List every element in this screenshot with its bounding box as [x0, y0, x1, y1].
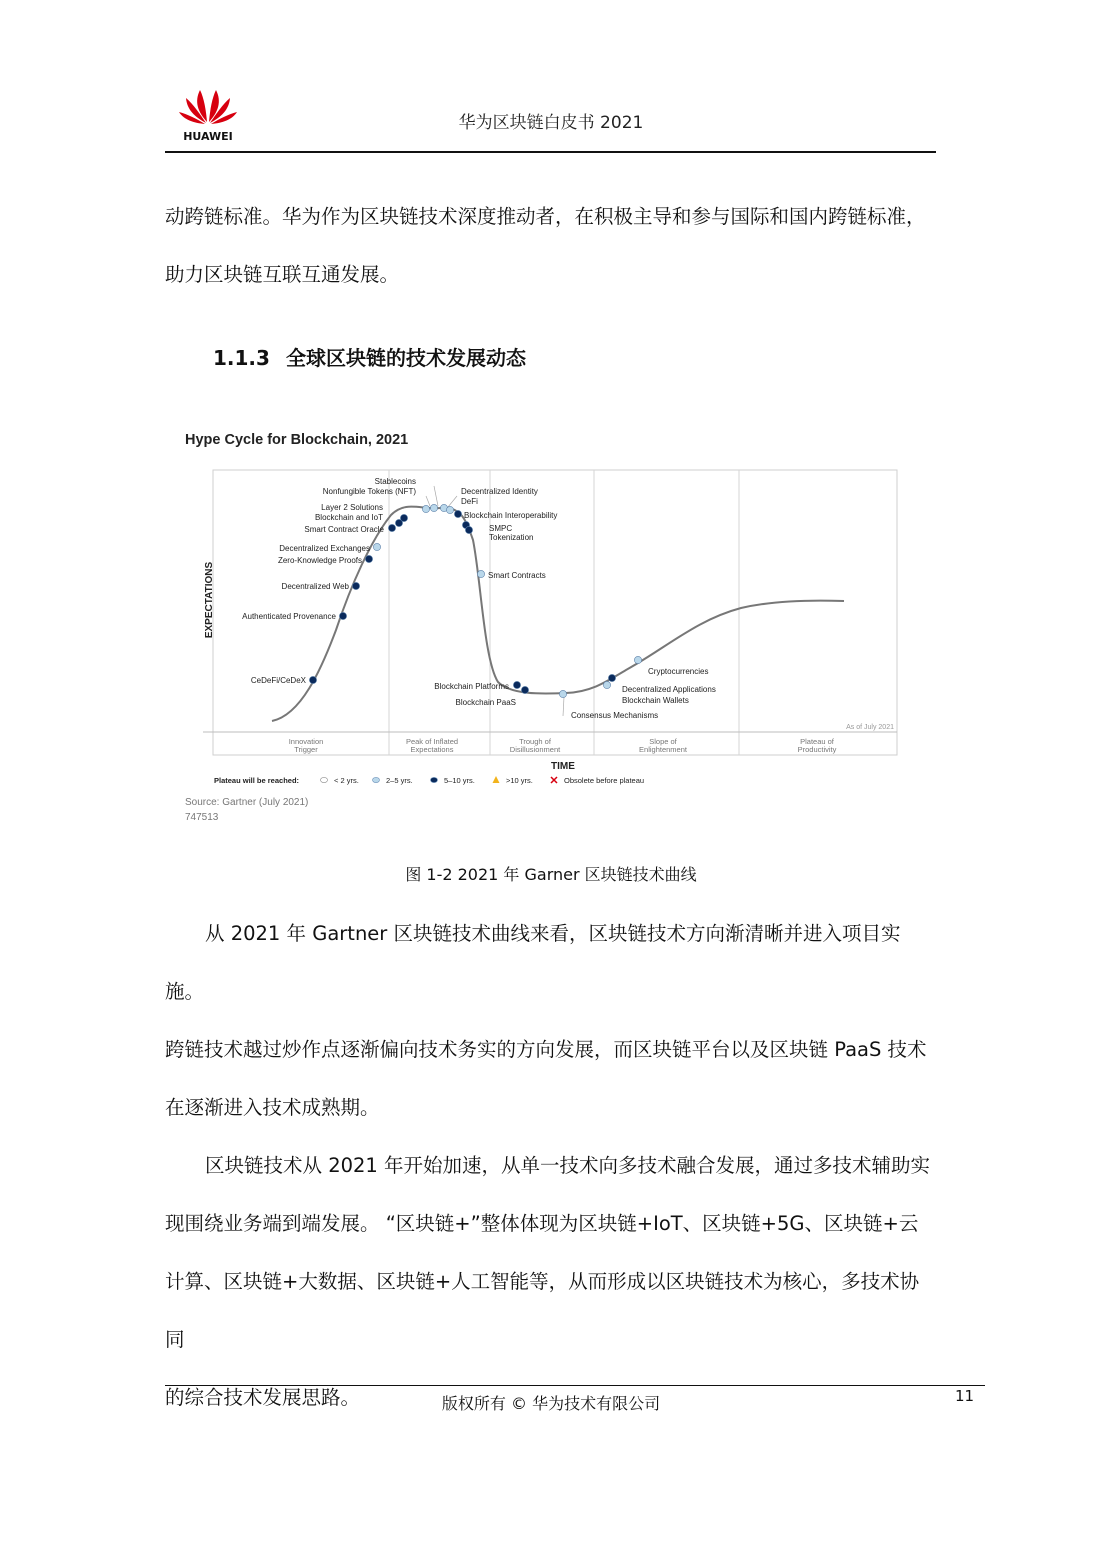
header-title: 华为区块链白皮书 2021	[458, 113, 644, 133]
technology-point	[634, 656, 641, 663]
technology-point	[521, 686, 528, 693]
phase-label: Expectations	[410, 745, 454, 754]
y-axis-label: EXPECTATIONS	[204, 561, 215, 639]
legend-item: 2–5 yrs.	[386, 776, 413, 785]
paragraph-line: 助力区块链互联互通发展。	[165, 263, 400, 286]
legend-item: >10 yrs.	[506, 776, 533, 785]
x-axis-label: TIME	[551, 761, 575, 772]
legend-item: Obsolete before plateau	[564, 776, 645, 785]
figure-caption: 图 1-2 2021 年 Garner 区块链技术曲线	[405, 865, 697, 884]
footer-rule	[165, 1385, 985, 1386]
legend-item: 5–10 yrs.	[444, 776, 475, 785]
section-number: 1.1.3	[213, 346, 270, 370]
technology-point	[513, 681, 520, 688]
legend	[214, 776, 644, 785]
technology-point	[400, 514, 407, 521]
technology-point	[373, 543, 380, 550]
phase-label: Productivity	[797, 745, 837, 754]
phase-label: Plateau of	[800, 737, 834, 746]
chart-title: Hype Cycle for Blockchain, 2021	[185, 432, 409, 448]
technology-label: Blockchain Interoperability	[464, 511, 558, 520]
intro-paragraph	[165, 188, 937, 304]
technology-label: Smart Contract Oracle	[304, 525, 384, 534]
technology-label: Consensus Mechanisms	[571, 711, 659, 720]
technology-label: Decentralized Applications	[622, 685, 716, 694]
technology-label: Blockchain Platforms	[434, 682, 509, 691]
legend-triangle-icon	[493, 776, 500, 783]
technology-label: Stablecoins	[374, 477, 416, 486]
hype-cycle-chart	[176, 420, 916, 830]
page-number: 11	[955, 1387, 975, 1405]
paragraph-line: 的综合技术发展思路。	[165, 1386, 361, 1409]
technology-label: Cryptocurrencies	[648, 667, 709, 676]
paragraph-line: 区块链技术从 2021 年开始加速，从单一技术向多技术融合发展，通过多技术辅助实	[205, 1154, 931, 1177]
technology-label: Nonfungible Tokens (NFT)	[322, 487, 416, 496]
document-id: 747513	[185, 812, 219, 823]
technology-label: DeFi	[461, 497, 478, 506]
technology-point	[430, 504, 437, 511]
technology-label: CeDeFi/CeDeX	[250, 676, 306, 685]
phase-label: Peak of Inflated	[405, 737, 459, 746]
technology-point	[559, 690, 566, 697]
legend-marker-icon	[321, 777, 328, 782]
technology-label: Blockchain PaaS	[455, 698, 516, 707]
technology-point	[446, 506, 453, 513]
paragraph-line: 现围绕业务端到端发展。 “区块链+”整体体现为区块链+IoT、区块链+5G、区块链+云	[165, 1212, 919, 1235]
phase-label: Slope of	[649, 737, 677, 746]
technology-label: Tokenization	[489, 533, 534, 542]
legend-item: < 2 yrs.	[334, 776, 359, 785]
paragraph-line: 动跨链标准。华为作为区块链技术深度推动者，在积极主导和参与国际和国内跨链标准，	[165, 205, 926, 228]
paragraph-line: 在逐渐进入技术成熟期。	[165, 1096, 380, 1119]
technology-point	[454, 510, 461, 517]
as-of-label: As of July 2021	[846, 724, 894, 731]
paragraph-line: 计算、区块链+大数据、区块链+人工智能等，从而形成以区块链技术为核心，多技术协同	[165, 1270, 920, 1351]
technology-label: Blockchain and IoT	[314, 513, 383, 522]
header-rule	[165, 151, 936, 153]
technology-point	[465, 526, 472, 533]
technology-point	[422, 505, 429, 512]
technology-point	[365, 555, 372, 562]
technology-label: Decentralized Identity	[461, 487, 538, 496]
technology-point	[603, 681, 610, 688]
technology-label: Decentralized Exchanges	[279, 544, 370, 553]
technology-label: Smart Contracts	[488, 571, 546, 580]
legend-marker-icon	[431, 777, 438, 782]
section-heading	[213, 342, 526, 371]
technology-label: Layer 2 Solutions	[321, 503, 383, 512]
legend-marker-icon	[373, 777, 380, 782]
technology-label: SMPC	[489, 524, 513, 533]
source-label: Source: Gartner (July 2021)	[185, 797, 309, 808]
technology-point	[352, 582, 359, 589]
body-paragraphs	[165, 905, 937, 1427]
logo-text: HUAWEI	[183, 130, 233, 143]
phase-label: Trough of	[519, 737, 551, 746]
technology-point	[339, 612, 346, 619]
phase-label: Disillusionment	[509, 745, 561, 754]
phase-label: Innovation	[288, 737, 324, 746]
paragraph-line: 跨链技术越过炒作点逐渐偏向技术务实的方向发展，而区块链平台以及区块链 PaaS 技术	[165, 1038, 927, 1061]
technology-label: Decentralized Web	[281, 582, 349, 591]
technology-point	[309, 676, 316, 683]
technology-label: Authenticated Provenance	[242, 612, 336, 621]
paragraph-line: 从 2021 年 Gartner 区块链技术曲线来看，区块链技术方向渐清晰并进入项目实施。	[165, 922, 901, 1003]
technology-point	[477, 570, 484, 577]
phase-label: Enlightenment	[639, 745, 687, 754]
technology-label: Blockchain Wallets	[622, 696, 689, 705]
section-title: 全球区块链的技术发展动态	[285, 346, 526, 370]
legend-cross-icon	[551, 777, 557, 783]
legend-title: Plateau will be reached:	[214, 776, 300, 785]
footer-copyright: 版权所有 © 华为技术有限公司	[441, 1394, 661, 1413]
technology-point	[388, 524, 395, 531]
technology-label: Zero-Knowledge Proofs	[277, 556, 362, 565]
technology-point	[608, 674, 615, 681]
phase-label: Trigger	[294, 745, 318, 754]
